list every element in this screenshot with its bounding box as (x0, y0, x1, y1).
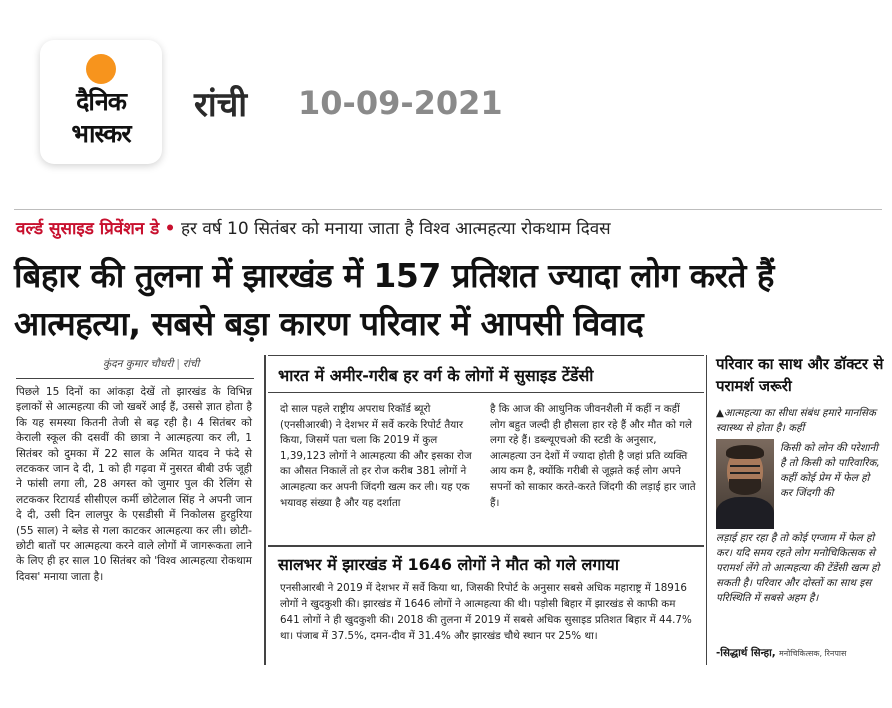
sun-icon (86, 54, 116, 84)
edition-city: रांची (194, 85, 248, 125)
logo-line-1: दैनिक (76, 87, 126, 116)
logo-line-2: भास्कर (71, 119, 131, 148)
main-headline: बिहार की तुलना में झारखंड में 157 प्रतिशत ज्यादा लोग करते हैं आत्महत्या, सबसे बड़ा कारण परिवार में आपसी विवाद (14, 256, 774, 343)
col-divider-right (706, 355, 707, 665)
kicker-separator: • (164, 219, 176, 239)
sidebar-quote-beside-photo: किसी को लोन की परेशानी है तो किसी को पारिवारिक, कहीं कोई प्रेम में फेल हो कर जिंदगी की (780, 442, 880, 499)
sidebar-signature (716, 646, 886, 660)
dainik-bhaskar-logo (40, 40, 162, 164)
byline (103, 357, 199, 371)
byline-separator: | (176, 358, 180, 370)
byline-city: रांची (182, 358, 200, 370)
kicker-subtitle: हर वर्ष 10 सितंबर को मनाया जाता है विश्व आत्महत्या रोकथाम दिवस (180, 219, 611, 239)
byline-author: कुंदन कुमार चौधरी (103, 358, 174, 370)
middle-section-col-b: है कि आज की आधुनिक जीवनशैली में कहीं न कहीं लोग बहुत जल्दी ही हौसला हार रहे हैं और मौत को गले लगा रहे हैं। डब्ल्यूएचओ की स्टडी के अनुसार, आत्महत्या उन देशों में ज्यादा होती है जहां प्रति व्यक्ति आय कम है, क्योंकि गरीबी से जूझते कई लोग अपने सपनों को साकार करते-करते जिंदगी की लड़ाई हार जाते हैं। (490, 403, 696, 509)
kicker-line (16, 216, 882, 239)
mid-head-rule (268, 392, 704, 393)
top-divider (14, 209, 882, 210)
middle-section-heading: भारत में अमीर-गरीब हर वर्ग के लोगों में सुसाइड टेंडेंसी (278, 366, 594, 385)
photo-hair (726, 445, 764, 459)
sub-section-body: एनसीआरबी ने 2019 में देशभर में सर्वे किया था, जिसकी रिपोर्ट के अनुसार सबसे अधिक महाराष्ट्र में 18916 लोगों ने खुदकुशी की। झारखंड में 1646 लोगों ने आत्महत्या की थी। पड़ोसी बिहार में झारखंड से काफी कम 641 लोगों ने ही खुदकुशी की। 2018 की तुलना में 2019 में सबसे अधिक सुसाइड प्रतिशत बिहार में 44.7% था। पंजाब में 37.5%, दमन-दीव में 31.4% और झारखंड चौथे स्थान पर 25% था। (280, 582, 692, 642)
col1-top-rule (16, 378, 254, 379)
sidebar-intro: ▲आत्महत्या का सीधा संबंध हमारे मानसिक स्वास्थ्य से होता है। कहीं (716, 407, 876, 434)
edition-date: 10-09-2021 (298, 84, 503, 122)
sub-section-heading: सालभर में झारखंड में 1646 लोगों ने मौत को गले लगाया (278, 555, 619, 574)
kicker-label: वर्ल्ड सुसाइड प्रिवेंशन डे (16, 219, 160, 239)
photo-beard (729, 479, 761, 495)
photo-body (716, 497, 774, 529)
mid-bottom-rule (268, 545, 704, 547)
signature-designation: मनोचिकित्सक, रिनपास (779, 649, 847, 658)
doctor-photo (716, 439, 774, 529)
photo-glasses (730, 465, 760, 474)
sidebar-quote-rest: लड़ाई हार रहा है तो कोई एग्जाम में फेल हो कर। यदि समय रहते लोग मनोचिकित्सक से परामर्श लेंगे तो आत्महत्या की टेंडेंसी खत्म हो सकती है। परिवार और दोस्तों का साथ इस परिस्थिति में सबसे अहम है। (716, 532, 880, 604)
middle-section-col-a: दो साल पहले राष्ट्रीय अपराध रिकॉर्ड ब्यूरो (एनसीआरबी) ने देशभर में सर्वे करके रिपोर्ट तैयार किया, जिसमें पता चला कि 2019 में कुल 1,39,123 लोगों ने आत्महत्या की और इसका रोज का औसत निकालें तो हर रोज करीब 381 लोगों ने आत्महत्या कर अपनी जिंदगी खत्म कर ली। यह एक भयावह संख्या है और यह दर्शाता (280, 403, 472, 509)
signature-name: -सिद्धार्थ सिन्हा, (716, 647, 776, 659)
sidebar-heading: परिवार का साथ और डॉक्टर से परामर्श जरूरी (716, 355, 884, 395)
col-divider-left (264, 355, 266, 665)
mid-top-rule (268, 355, 704, 356)
main-story-text: पिछले 15 दिनों का आंकड़ा देखें तो झारखंड के विभिन्न इलाकों से आत्महत्या की जो खबरें आईं हैं, उससे ज्ञात होता है कि यह समस्या कितनी तेजी से बढ़ रही है। 4 सितंबर को केराली स्कूल की दसवीं की छात्रा ने आत्महत्या कर ली, 1 सितंबर को दुमका में 22 साल के अमित यादव ने फंदे से लटककर जान दे दी, 1 को ही गढ़वा में नुसरत बीबी उर्फ जूही ने फांसी लगा ली, 28 अगस्त को जुमार पुल की रेलिंग से लटककर रिटायर्ड सीसीएल कर्मी छोटेलाल सिंह ने अपनी जान दे दी, उसी दिन लालपुर के एसडीसी में निकोलस हुरहुरिया (55 साल) ने ब्लेड से गला काटकर आत्महत्या कर ली। छोटी-छोटी बातों पर आत्महत्या करने वाले लोगों में जागरूकता लाने के लिए ही हर साल 10 सितंबर को 'विश्व आत्महत्या रोकथाम दिवस' मनाया जाता है। (16, 386, 252, 583)
